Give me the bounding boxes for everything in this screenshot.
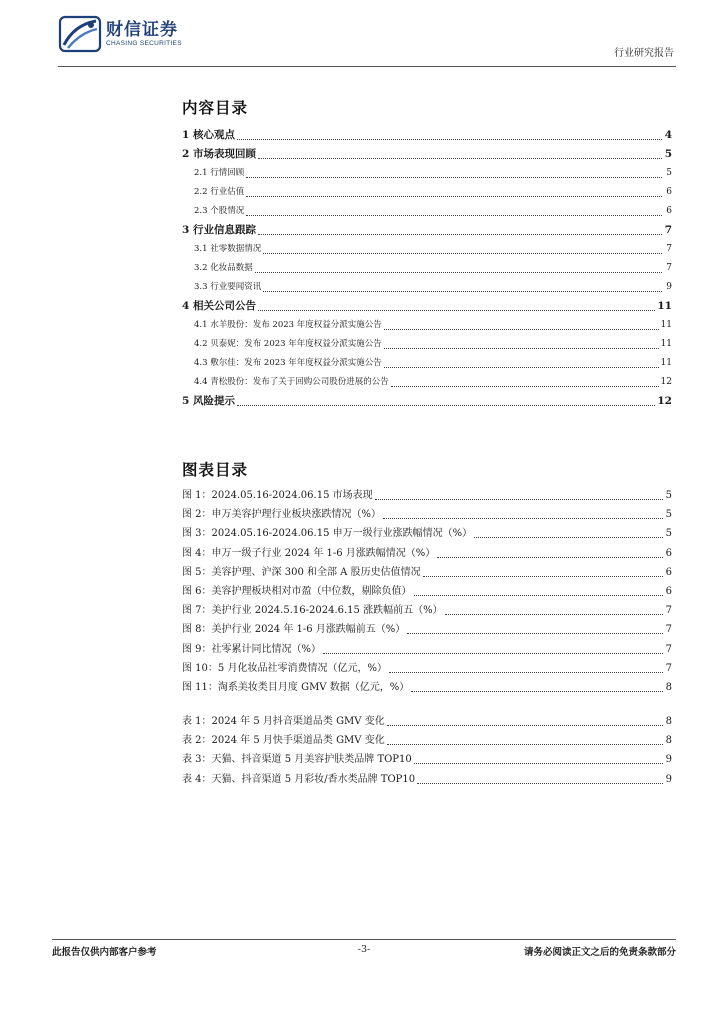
table-list-entry-page-number: 9 — [665, 773, 672, 785]
toc-entry-page-number: 11 — [660, 339, 672, 349]
chart-list-entry-label: 图 6：美容护理板块相对市盈（中位数，剔除负值） — [182, 585, 412, 597]
table-list-entry-page-number: 8 — [665, 735, 672, 747]
toc-entry[interactable] — [182, 392, 672, 411]
table-list-entry-page-number: 8 — [665, 716, 672, 727]
dot-leader — [423, 576, 663, 577]
chart-list-entry[interactable] — [182, 620, 672, 639]
chart-list-entry-label: 图 11：淘系美妆类目月度 GMV 数据（亿元，%） — [182, 681, 410, 693]
table-list-entry[interactable] — [182, 770, 672, 789]
dot-leader — [263, 291, 662, 292]
footer-divider — [52, 939, 676, 940]
chart-list-entry-page-number: 6 — [665, 547, 672, 559]
dot-leader — [258, 158, 662, 159]
chart-list-entry-page-number: 6 — [665, 585, 672, 597]
toc-entry[interactable] — [182, 316, 672, 335]
chart-list-entry[interactable] — [182, 486, 672, 505]
table-list-entry-page-number: 9 — [665, 754, 672, 766]
table-list-entry-label: 表 2：2024 年 5 月快手渠道品类 GMV 变化 — [182, 735, 385, 747]
chasing-logo-icon — [58, 15, 102, 53]
logo-english-name: CHASING SECURITIES — [106, 40, 182, 47]
dot-leader — [384, 329, 659, 330]
toc-entry-label: 2 市场表现回顾 — [182, 148, 256, 160]
table-list-entry[interactable] — [182, 731, 672, 750]
toc-entry[interactable] — [182, 221, 672, 240]
toc-entry-label: 3 行业信息跟踪 — [182, 224, 256, 236]
chart-list-entry[interactable] — [182, 563, 672, 582]
table-list — [182, 712, 672, 789]
toc-entry-label: 4.3 敷尔佳：发布 2023 年年度权益分派实施公告 — [194, 358, 382, 368]
toc-entry-label: 2.3 个股情况 — [194, 206, 245, 216]
toc-entry[interactable] — [182, 145, 672, 164]
toc-entry-page-number: 11 — [660, 320, 672, 330]
dot-leader — [474, 537, 663, 538]
chart-list-entry-page-number: 7 — [665, 605, 672, 617]
table-list-entry[interactable] — [182, 712, 672, 731]
toc-entry[interactable] — [182, 240, 672, 259]
toc-entry-page-number: 5 — [664, 148, 672, 160]
dot-leader — [445, 614, 663, 615]
chart-list-entry[interactable] — [182, 524, 672, 543]
dot-leader — [417, 783, 663, 784]
table-list-entry-label: 表 4：天猫、抖音渠道 5 月彩妆/香水类品牌 TOP10 — [182, 773, 416, 785]
toc-entry[interactable] — [182, 297, 672, 316]
dot-leader — [383, 518, 663, 519]
dot-leader — [411, 691, 663, 692]
table-list-entry-label: 表 3：天猫、抖音渠道 5 月美容护肤类品牌 TOP10 — [182, 754, 412, 766]
chart-list-entry-label: 图 10：5 月化妆品社零消费情况（亿元，%） — [182, 662, 387, 674]
dot-leader — [258, 310, 655, 311]
page-footer — [52, 944, 676, 960]
chart-list-entry[interactable] — [182, 659, 672, 678]
chart-list-entry-page-number: 8 — [665, 681, 672, 693]
toc-entry-label: 4.1 水羊股份：发布 2023 年度权益分派实施公告 — [194, 320, 382, 330]
chart-list-entry-label: 图 5：美容护理、沪深 300 和全部 A 股历史估值情况 — [182, 566, 421, 578]
chart-list-entry[interactable] — [182, 678, 672, 697]
chart-list-entry-label: 图 3：2024.05.16-2024.06.15 申万一级行业涨跌幅情况（%） — [182, 528, 473, 540]
toc-entry-label: 2.1 行情回顾 — [194, 168, 245, 178]
table-list-entry-label: 表 1：2024 年 5 月抖音渠道品类 GMV 变化 — [182, 716, 385, 727]
table-list-entry[interactable] — [182, 750, 672, 769]
toc-title: 内容目录 — [182, 98, 249, 117]
chart-list-entry-page-number: 6 — [665, 566, 672, 578]
chart-list-entry-label: 图 8：美护行业 2024 年 1-6 月涨跌幅前五（%） — [182, 624, 406, 636]
toc-entry-label: 3.2 化妆品数据 — [194, 263, 253, 273]
chart-list — [182, 486, 672, 697]
chart-list-entry-label: 图 1：2024.05.16-2024.06.15 市场表现 — [182, 490, 373, 501]
toc-entry[interactable] — [182, 278, 672, 297]
chart-list-entry-label: 图 4：申万一级子行业 2024 年 1-6 月涨跌幅情况（%） — [182, 547, 436, 559]
dot-leader — [255, 272, 662, 273]
page-header — [58, 14, 676, 68]
toc-entry-page-number: 11 — [660, 358, 672, 368]
toc-entry-label: 4.4 青松股份：发布了关于回购公司股份进展的公告 — [194, 377, 389, 387]
chart-list-entry[interactable] — [182, 544, 672, 563]
toc-entry[interactable] — [182, 373, 672, 392]
chart-list-entry-page-number: 5 — [665, 528, 672, 540]
toc-entry[interactable] — [182, 164, 672, 183]
chart-list-entry[interactable] — [182, 582, 672, 601]
header-divider — [58, 66, 676, 67]
chart-list-entry[interactable] — [182, 640, 672, 659]
chart-list-entry-label: 图 9：社零累计同比情况（%） — [182, 643, 322, 655]
dot-leader — [414, 763, 663, 764]
toc-entry[interactable] — [182, 126, 672, 145]
chart-list-entry-page-number: 5 — [665, 509, 672, 521]
chart-list-entry-label: 图 2：申万美容护理行业板块涨跌情况（%） — [182, 509, 382, 521]
toc-entry-page-number: 6 — [666, 187, 672, 197]
dot-leader — [414, 595, 663, 596]
dot-leader — [246, 177, 662, 178]
footer-disclaimer-right: 请务必阅读正文之后的免责条款部分 — [523, 947, 676, 958]
toc-entry-page-number: 12 — [660, 377, 672, 387]
dot-leader — [437, 557, 663, 558]
table-of-contents — [182, 126, 672, 411]
logo-chinese-name: 财信证券 — [106, 20, 178, 40]
dot-leader — [384, 367, 659, 368]
dot-leader — [258, 234, 662, 235]
toc-entry-page-number: 4 — [664, 129, 672, 141]
chart-list-entry[interactable] — [182, 505, 672, 524]
toc-entry-label: 2.2 行业估值 — [194, 187, 245, 197]
report-type-label: 行业研究报告 — [614, 48, 674, 59]
chart-list-entry-page-number: 7 — [665, 662, 672, 674]
toc-entry[interactable] — [182, 335, 672, 354]
dot-leader — [237, 139, 662, 140]
toc-entry-page-number: 6 — [666, 206, 672, 216]
chart-list-entry-page-number: 7 — [665, 624, 672, 636]
chart-list-entry-page-number: 7 — [665, 643, 672, 655]
dot-leader — [387, 744, 663, 745]
toc-entry-page-number: 7 — [664, 224, 672, 236]
toc-entry[interactable] — [182, 202, 672, 221]
dot-leader — [246, 196, 662, 197]
company-logo — [58, 14, 248, 54]
dot-leader — [246, 215, 662, 216]
toc-entry-label: 3.3 行业要闻资讯 — [194, 282, 262, 292]
toc-entry[interactable] — [182, 354, 672, 373]
toc-entry-page-number: 7 — [666, 263, 672, 273]
dot-leader — [263, 253, 662, 254]
chart-list-entry-page-number: 5 — [665, 490, 672, 501]
toc-entry[interactable] — [182, 259, 672, 278]
figures-list-title: 图表目录 — [182, 460, 249, 479]
dot-leader — [389, 672, 663, 673]
dot-leader — [237, 405, 655, 406]
footer-disclaimer-left: 此报告仅供内部客户参考 — [52, 947, 157, 958]
toc-entry[interactable] — [182, 183, 672, 202]
toc-entry-label: 3.1 社零数据情况 — [194, 244, 262, 254]
toc-entry-label: 5 风险提示 — [182, 395, 235, 407]
toc-entry-label: 4 相关公司公告 — [182, 300, 256, 312]
dot-leader — [384, 348, 659, 349]
dot-leader — [387, 725, 663, 726]
toc-entry-page-number: 5 — [666, 168, 672, 178]
toc-entry-page-number: 7 — [666, 244, 672, 254]
chart-list-entry-label: 图 7：美护行业 2024.5.16-2024.6.15 涨跌幅前五（%） — [182, 605, 443, 617]
toc-entry-page-number: 9 — [666, 282, 672, 292]
page-number: -3- — [357, 944, 371, 955]
dot-leader — [375, 499, 663, 500]
chart-list-entry[interactable] — [182, 601, 672, 620]
toc-entry-label: 4.2 贝泰妮：发布 2023 年年度权益分派实施公告 — [194, 339, 382, 349]
toc-entry-label: 1 核心观点 — [182, 129, 235, 141]
toc-entry-page-number: 12 — [657, 395, 672, 407]
dot-leader — [391, 386, 659, 387]
dot-leader — [407, 633, 663, 634]
dot-leader — [323, 653, 663, 654]
toc-entry-page-number: 11 — [657, 300, 672, 312]
